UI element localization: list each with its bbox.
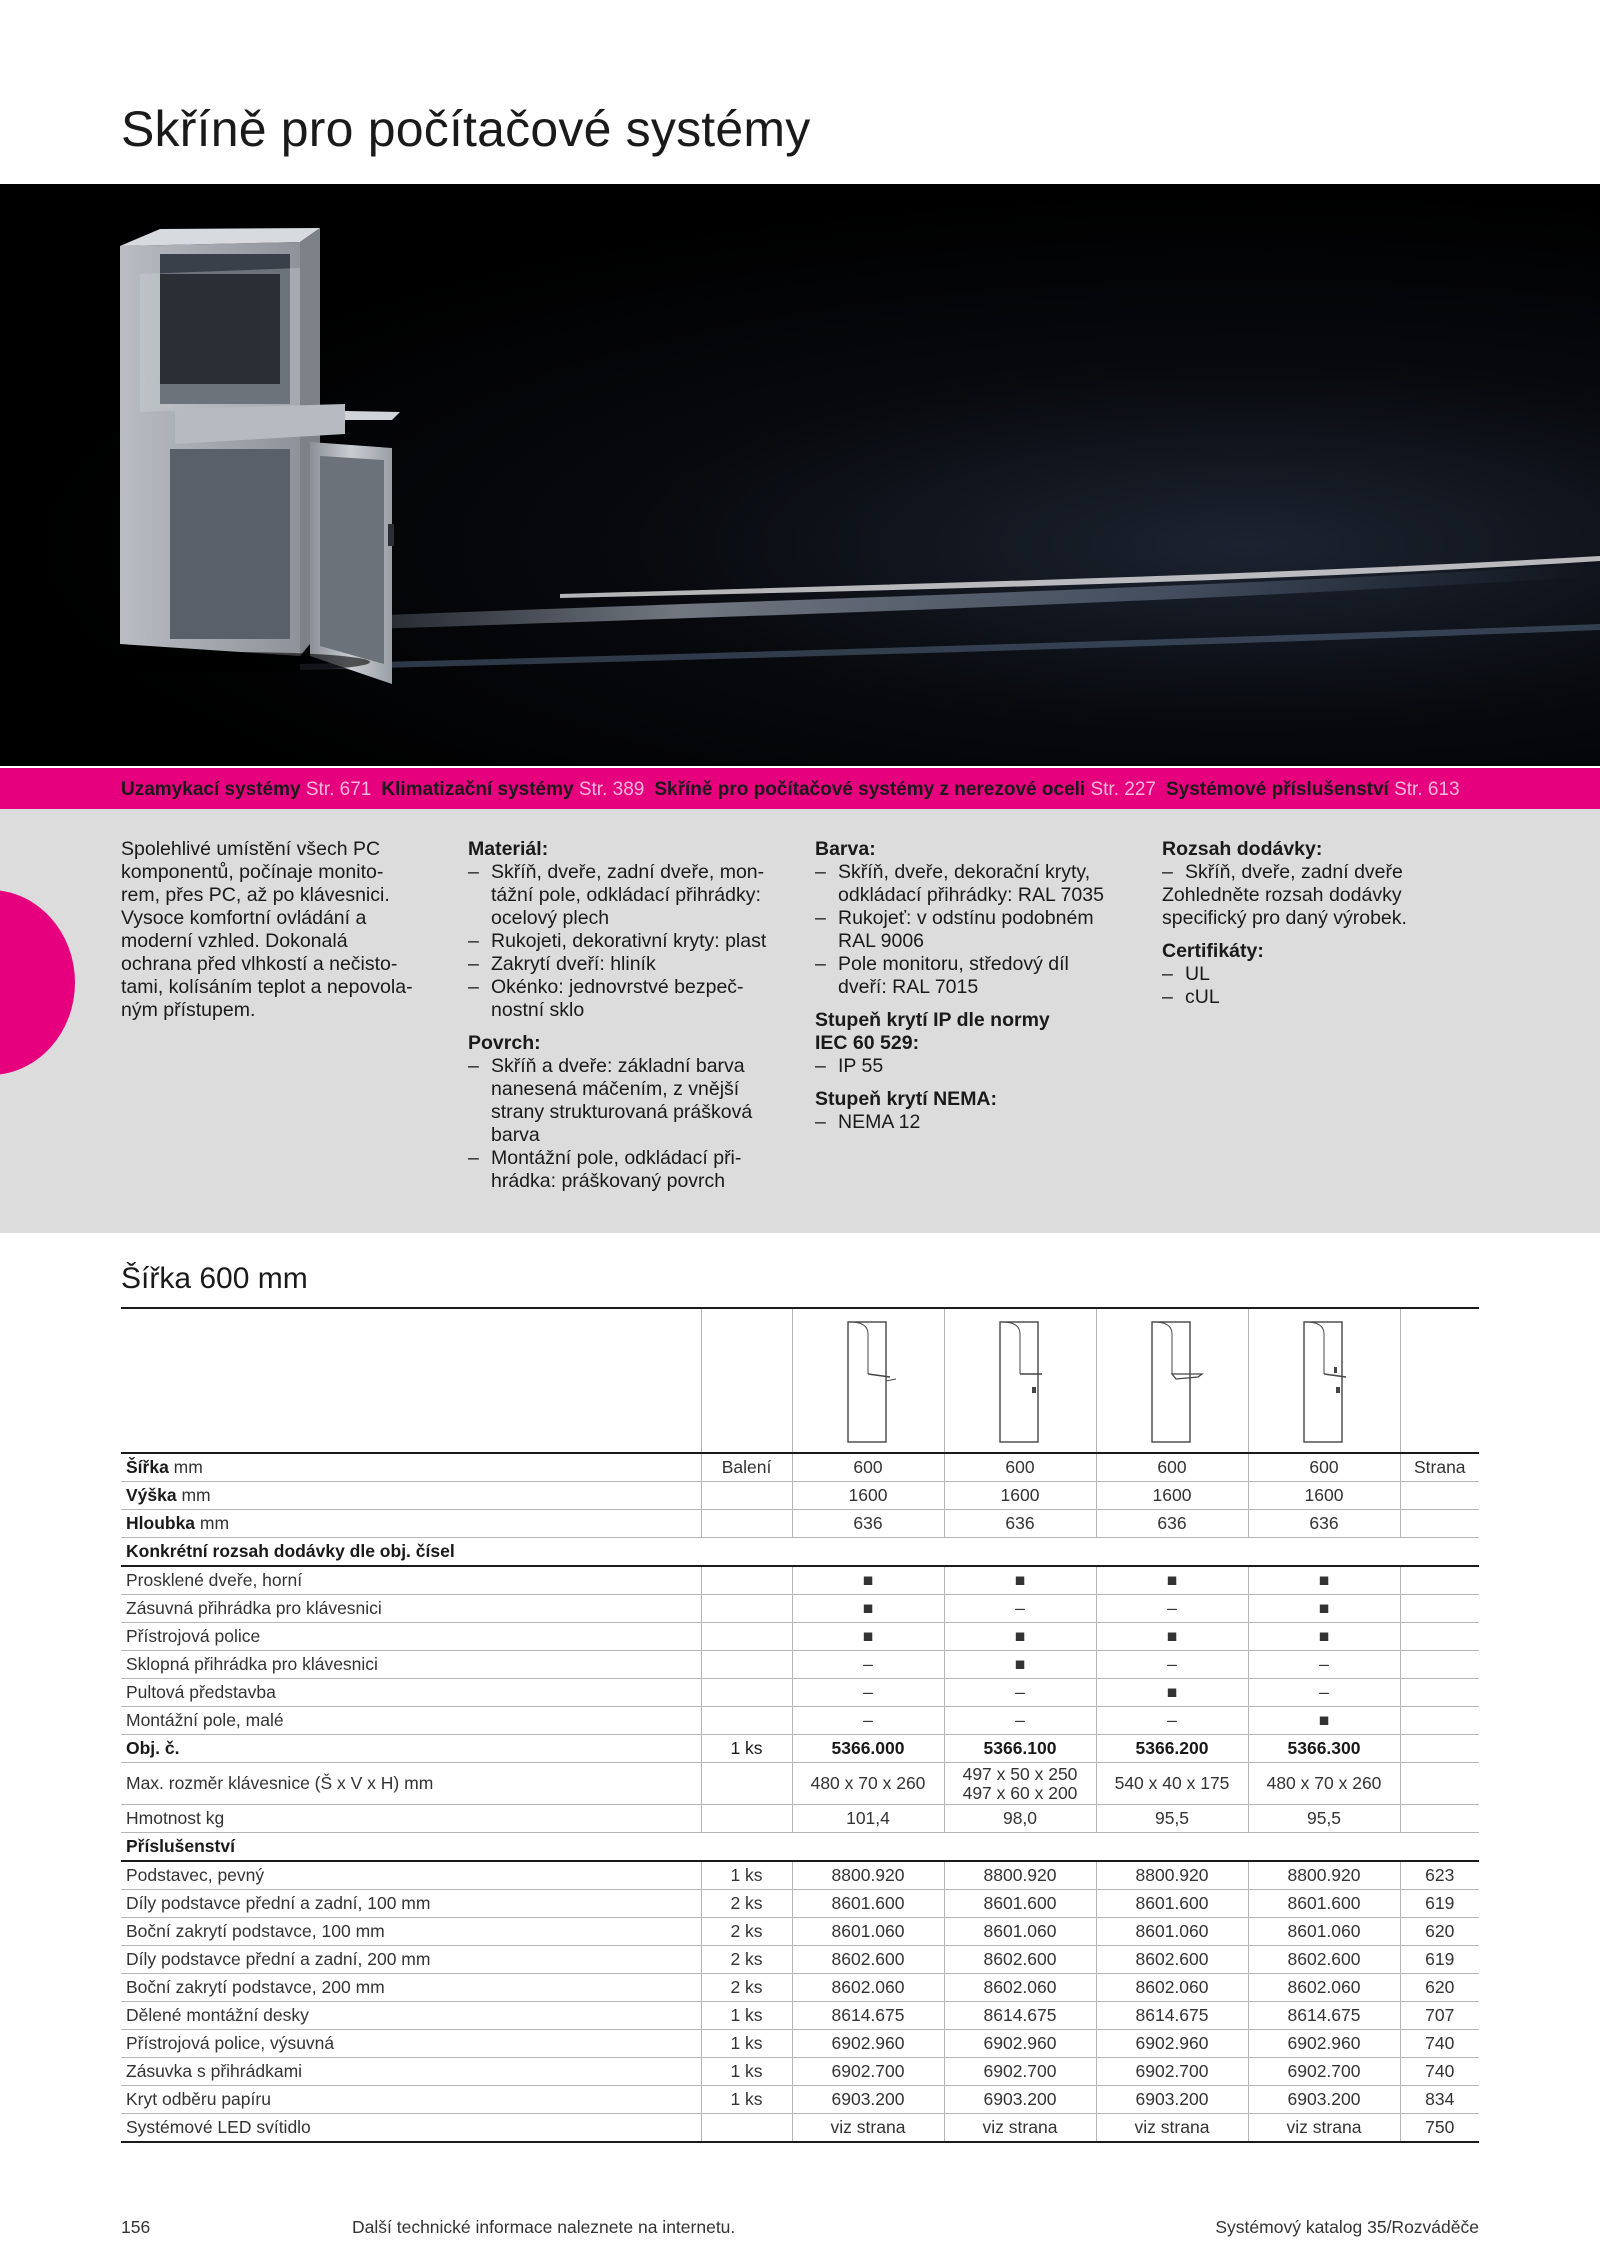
table-cell: viz strana	[1096, 2114, 1248, 2143]
table-cell: 6902.700	[944, 2058, 1096, 2086]
table-cell: 1 ks	[701, 2030, 792, 2058]
material-list	[468, 861, 808, 1022]
table-cell: 6902.960	[792, 2030, 944, 2058]
table-cell: 8602.060	[1096, 1974, 1248, 2002]
table-cell: 834	[1400, 2086, 1479, 2114]
table-cell: ■	[1096, 1679, 1248, 1707]
table-cell: viz strana	[944, 2114, 1096, 2143]
table-cell: Boční zakrytí podstavce, 200 mm	[121, 1974, 701, 2002]
table-cell: Šířka mm	[121, 1453, 701, 1482]
order-number-row	[121, 1735, 1479, 1763]
list-item: – Rukojeti, dekorativní kryty: plast	[468, 930, 808, 953]
table-cell: –	[944, 1707, 1096, 1735]
table-cell: 480 x 70 x 260	[792, 1763, 944, 1805]
table-cell: 8800.920	[1248, 1861, 1400, 1890]
table-cell: Konkrétní rozsah dodávky dle obj. čísel	[121, 1538, 1479, 1567]
table-cell: 707	[1400, 2002, 1479, 2030]
table-cell: 8800.920	[944, 1861, 1096, 1890]
table-row	[121, 1679, 1479, 1707]
table-cell: 600	[944, 1453, 1096, 1482]
spec-table	[121, 1307, 1479, 2143]
drawing-5366-200	[1096, 1308, 1248, 1453]
table-cell: Díly podstavce přední a zadní, 100 mm	[121, 1890, 701, 1918]
table-cell: 623	[1400, 1861, 1479, 1890]
table-cell: 8601.600	[792, 1890, 944, 1918]
table-cell: Příslušenství	[121, 1833, 1479, 1862]
scope-note: Zohledněte rozsah dodávky specifický pro daný výrobek.	[1162, 884, 1407, 929]
table-cell: 6902.700	[1248, 2058, 1400, 2086]
nema-heading: Stupeň krytí NEMA:	[815, 1088, 998, 1110]
drawing-5366-000	[792, 1308, 944, 1453]
table-row	[121, 1805, 1479, 1833]
table-cell	[701, 1510, 792, 1538]
table-cell: 8601.060	[944, 1918, 1096, 1946]
table-cell: 600	[1096, 1453, 1248, 1482]
table-cell	[1400, 1679, 1479, 1707]
table-cell: 8614.675	[1248, 2002, 1400, 2030]
table-row	[121, 1623, 1479, 1651]
table-cell: 8800.920	[1096, 1861, 1248, 1890]
table-cell: Pultová představba	[121, 1679, 701, 1707]
table-cell: –	[1248, 1679, 1400, 1707]
table-cell: 497 x 50 x 250 497 x 60 x 200	[944, 1763, 1096, 1805]
drawing-5366-300	[1248, 1308, 1400, 1453]
table-cell: Přístrojová police, výsuvná	[121, 2030, 701, 2058]
table-cell	[1400, 1805, 1479, 1833]
table-cell: 95,5	[1248, 1805, 1400, 1833]
table-cell: Strana	[1400, 1453, 1479, 1482]
table-cell: viz strana	[792, 2114, 944, 2143]
material-heading: Materiál:	[468, 838, 549, 860]
table-cell: 8601.060	[1248, 1918, 1400, 1946]
table-cell	[1400, 1651, 1479, 1679]
list-item: – Skříň a dveře: základní barva nanesená máčením, z vnější strany strukturovaná prášková barva	[468, 1055, 808, 1147]
color-list	[815, 861, 1155, 999]
table-cell: 6903.200	[1248, 2086, 1400, 2114]
table-cell	[121, 1308, 701, 1453]
table-cell: 8602.600	[1248, 1946, 1400, 1974]
table-cell: ■	[944, 1623, 1096, 1651]
certs-heading: Certifikáty:	[1162, 940, 1264, 962]
table-cell: 740	[1400, 2058, 1479, 2086]
table-cell: Boční zakrytí podstavce, 100 mm	[121, 1918, 701, 1946]
table-cell	[1400, 1763, 1479, 1805]
table-cell	[701, 1707, 792, 1735]
surface-heading: Povrch:	[468, 1032, 541, 1054]
table-cell: ■	[1096, 1623, 1248, 1651]
table-cell: 2 ks	[701, 1946, 792, 1974]
table-cell: Hloubka mm	[121, 1510, 701, 1538]
table-cell: ■	[1248, 1595, 1400, 1623]
table-row	[121, 1763, 1479, 1805]
table-cell: 8601.060	[792, 1918, 944, 1946]
table-cell: 6903.200	[1096, 2086, 1248, 2114]
table-cell: 95,5	[1096, 1805, 1248, 1833]
list-item: – Skříň, dveře, zadní dveře	[1162, 861, 1492, 884]
table-cell: 750	[1400, 2114, 1479, 2143]
table-cell: Přístrojová police	[121, 1623, 701, 1651]
product-drawings-row	[121, 1308, 1479, 1453]
table-cell	[701, 1679, 792, 1707]
table-cell: 619	[1400, 1946, 1479, 1974]
table-cell: ■	[1248, 1566, 1400, 1595]
table-cell: ■	[1248, 1707, 1400, 1735]
nav-link-locking-systems[interactable]: Uzamykací systémy Str. 671	[121, 779, 372, 800]
table-cell: 8602.600	[944, 1946, 1096, 1974]
table-row	[121, 2002, 1479, 2030]
list-item: – Zakrytí dveří: hliník	[468, 953, 808, 976]
table-cell: 600	[1248, 1453, 1400, 1482]
table-cell: –	[1096, 1707, 1248, 1735]
table-cell: 8614.675	[1096, 2002, 1248, 2030]
list-item: – Pole monitoru, středový díl dveří: RAL 7015	[815, 953, 1155, 999]
drawing-5366-100	[944, 1308, 1096, 1453]
table-cell: 8800.920	[792, 1861, 944, 1890]
table-cell	[1400, 1308, 1479, 1453]
table-cell: ■	[792, 1595, 944, 1623]
list-item: – Rukojeť: v odstínu podobném RAL 9006	[815, 907, 1155, 953]
table-cell: –	[1248, 1651, 1400, 1679]
list-item: – NEMA 12	[815, 1111, 1155, 1134]
section-title: Šířka 600 mm	[121, 1262, 308, 1295]
table-cell: 6903.200	[944, 2086, 1096, 2114]
table-cell: 8602.060	[1248, 1974, 1400, 2002]
table-cell	[701, 1763, 792, 1805]
table-cell	[1400, 1595, 1479, 1623]
table-cell: 8601.600	[1248, 1890, 1400, 1918]
list-item: – UL	[1162, 963, 1492, 986]
table-cell: 8602.060	[792, 1974, 944, 2002]
table-row	[121, 1482, 1479, 1510]
table-cell: Montážní pole, malé	[121, 1707, 701, 1735]
table-cell	[701, 1623, 792, 1651]
material-column	[468, 838, 808, 1193]
table-cell: 6902.960	[1096, 2030, 1248, 2058]
list-item: – Skříň, dveře, zadní dveře, mon- tážní pole, odkládací přihrádky: ocelový plech	[468, 861, 808, 930]
table-row	[121, 2030, 1479, 2058]
table-cell: 8601.600	[944, 1890, 1096, 1918]
list-item: – Montážní pole, odkládací při- hrádka: práškovaný povrch	[468, 1147, 808, 1193]
table-cell: –	[1096, 1651, 1248, 1679]
table-cell: ■	[792, 1623, 944, 1651]
table-row	[121, 1651, 1479, 1679]
table-cell: 6902.700	[792, 2058, 944, 2086]
nav-link-stainless-pc-enclosures[interactable]: Skříně pro počítačové systémy z nerezové oceli Str. 227	[654, 779, 1156, 800]
table-cell: 619	[1400, 1890, 1479, 1918]
table-cell	[701, 2114, 792, 2143]
table-subheading-row	[121, 1833, 1479, 1862]
table-cell: 8614.675	[944, 2002, 1096, 2030]
order-number: 5366.300	[1248, 1735, 1400, 1763]
table-cell: 8602.600	[792, 1946, 944, 1974]
table-cell: Zásuvná přihrádka pro klávesnici	[121, 1595, 701, 1623]
table-cell: viz strana	[1248, 2114, 1400, 2143]
table-cell: 8601.600	[1096, 1890, 1248, 1918]
table-row	[121, 2086, 1479, 2114]
table-row	[121, 1861, 1479, 1890]
table-cell: –	[792, 1651, 944, 1679]
table-cell: 2 ks	[701, 1890, 792, 1918]
cabinet-drawing-icon	[1284, 1317, 1364, 1447]
table-cell: Obj. č.	[121, 1735, 701, 1763]
table-cell: 1 ks	[701, 1735, 792, 1763]
table-cell: Sklopná přihrádka pro klávesnici	[121, 1651, 701, 1679]
table-cell: –	[1096, 1595, 1248, 1623]
table-cell: 2 ks	[701, 1918, 792, 1946]
table-cell: ■	[1096, 1566, 1248, 1595]
certs-list	[1162, 963, 1492, 1009]
footer-catalog-name: Systémový katalog 35/Rozváděče	[1215, 2217, 1479, 2237]
table-cell: 740	[1400, 2030, 1479, 2058]
table-row	[121, 1946, 1479, 1974]
table-cell: 2 ks	[701, 1974, 792, 2002]
table-row	[121, 1566, 1479, 1595]
table-cell: 1 ks	[701, 1861, 792, 1890]
table-cell: 1 ks	[701, 2002, 792, 2030]
table-cell: Díly podstavce přední a zadní, 200 mm	[121, 1946, 701, 1974]
table-cell: 6902.960	[1248, 2030, 1400, 2058]
table-cell: 1 ks	[701, 2086, 792, 2114]
table-cell: Hmotnost kg	[121, 1805, 701, 1833]
cabinet-drawing-icon	[980, 1317, 1060, 1447]
table-cell: 8614.675	[792, 2002, 944, 2030]
cabinet-drawing-icon	[828, 1317, 908, 1447]
table-cell: 636	[792, 1510, 944, 1538]
table-row	[121, 1453, 1479, 1482]
product-photo	[0, 184, 1600, 766]
table-cell: 1600	[792, 1482, 944, 1510]
table-cell: 1600	[944, 1482, 1096, 1510]
table-cell	[1400, 1482, 1479, 1510]
table-cell	[701, 1308, 792, 1453]
table-cell: ■	[792, 1566, 944, 1595]
table-cell: 1600	[1248, 1482, 1400, 1510]
table-cell: 600	[792, 1453, 944, 1482]
table-cell: 540 x 40 x 175	[1096, 1763, 1248, 1805]
table-cell: Balení	[701, 1453, 792, 1482]
color-heading: Barva:	[815, 838, 876, 860]
intro-text: Spolehlivé umístění všech PC komponentů, počínaje monito- rem, přes PC, až po klávesnici. Vysoce komfortní ovládání a moderní vzhled. Dokonalá ochrana před vlhkostí a nečisto- tami, kolísáním teplot a nepovola- ným přístupem.	[121, 838, 413, 1021]
table-cell: Výška mm	[121, 1482, 701, 1510]
table-cell: ■	[944, 1651, 1096, 1679]
page-title: Skříně pro počítačové systémy	[121, 101, 811, 157]
table-row	[121, 1974, 1479, 2002]
surface-list	[468, 1055, 808, 1193]
table-cell: Podstavec, pevný	[121, 1861, 701, 1890]
table-cell: 8602.060	[944, 1974, 1096, 2002]
table-cell: –	[944, 1679, 1096, 1707]
table-cell	[701, 1595, 792, 1623]
color-column	[815, 838, 1155, 1134]
ip-heading: Stupeň krytí IP dle normy IEC 60 529:	[815, 1009, 1050, 1054]
order-number: 5366.200	[1096, 1735, 1248, 1763]
table-row	[121, 1595, 1479, 1623]
table-cell: 620	[1400, 1918, 1479, 1946]
list-item: – Skříň, dveře, dekorační kryty, odkládací přihrádky: RAL 7035	[815, 861, 1155, 907]
table-cell: Prosklené dveře, horní	[121, 1566, 701, 1595]
table-cell: 6902.700	[1096, 2058, 1248, 2086]
table-row	[121, 1707, 1479, 1735]
table-cell: 636	[1248, 1510, 1400, 1538]
ip-list	[815, 1055, 1155, 1078]
list-item: – cUL	[1162, 986, 1492, 1009]
table-row	[121, 1510, 1479, 1538]
table-cell: Kryt odběru papíru	[121, 2086, 701, 2114]
table-cell: –	[944, 1595, 1096, 1623]
table-row	[121, 1918, 1479, 1946]
nema-list	[815, 1111, 1155, 1134]
table-cell	[1400, 1735, 1479, 1763]
table-cell: 1600	[1096, 1482, 1248, 1510]
table-cell: Zásuvka s přihrádkami	[121, 2058, 701, 2086]
table-subheading-row	[121, 1538, 1479, 1567]
table-cell: 101,4	[792, 1805, 944, 1833]
table-cell: 1 ks	[701, 2058, 792, 2086]
table-cell	[1400, 1623, 1479, 1651]
page-number: 156	[121, 2217, 151, 2237]
table-cell: 636	[1096, 1510, 1248, 1538]
hero-image	[0, 184, 1600, 766]
table-cell	[701, 1482, 792, 1510]
table-cell	[1400, 1566, 1479, 1595]
table-cell: Max. rozměr klávesnice (Š x V x H) mm	[121, 1763, 701, 1805]
table-cell	[701, 1805, 792, 1833]
footer-note: Další technické informace naleznete na internetu.	[352, 2217, 736, 2237]
cabinet-drawing-icon	[1132, 1317, 1212, 1447]
table-cell: 8602.600	[1096, 1946, 1248, 1974]
table-cell: 8601.060	[1096, 1918, 1248, 1946]
table-cell: 480 x 70 x 260	[1248, 1763, 1400, 1805]
table-cell: Dělené montážní desky	[121, 2002, 701, 2030]
scope-column	[1162, 838, 1492, 1009]
scope-list	[1162, 861, 1492, 884]
table-cell: –	[792, 1679, 944, 1707]
table-cell: 6903.200	[792, 2086, 944, 2114]
table-cell	[701, 1651, 792, 1679]
scope-heading: Rozsah dodávky:	[1162, 838, 1323, 860]
nav-link-climate-systems[interactable]: Klimatizační systémy Str. 389	[381, 779, 645, 800]
order-number: 5366.100	[944, 1735, 1096, 1763]
table-cell	[1400, 1707, 1479, 1735]
table-cell: Systémové LED svítidlo	[121, 2114, 701, 2143]
table-cell: –	[792, 1707, 944, 1735]
table-cell: ■	[944, 1566, 1096, 1595]
table-row	[121, 1890, 1479, 1918]
table-row	[121, 2058, 1479, 2086]
table-cell	[1400, 1510, 1479, 1538]
table-cell: 636	[944, 1510, 1096, 1538]
list-item: – IP 55	[815, 1055, 1155, 1078]
table-cell: 620	[1400, 1974, 1479, 2002]
related-links-bar	[0, 768, 1600, 809]
table-cell: 98,0	[944, 1805, 1096, 1833]
nav-link-system-accessories[interactable]: Systémové příslušenství Str. 613	[1165, 779, 1460, 800]
table-cell: 6902.960	[944, 2030, 1096, 2058]
order-number: 5366.000	[792, 1735, 944, 1763]
table-cell	[701, 1566, 792, 1595]
table-cell: ■	[1248, 1623, 1400, 1651]
table-row	[121, 2114, 1479, 2143]
list-item: – Okénko: jednovrstvé bezpeč- nostní sklo	[468, 976, 808, 1022]
